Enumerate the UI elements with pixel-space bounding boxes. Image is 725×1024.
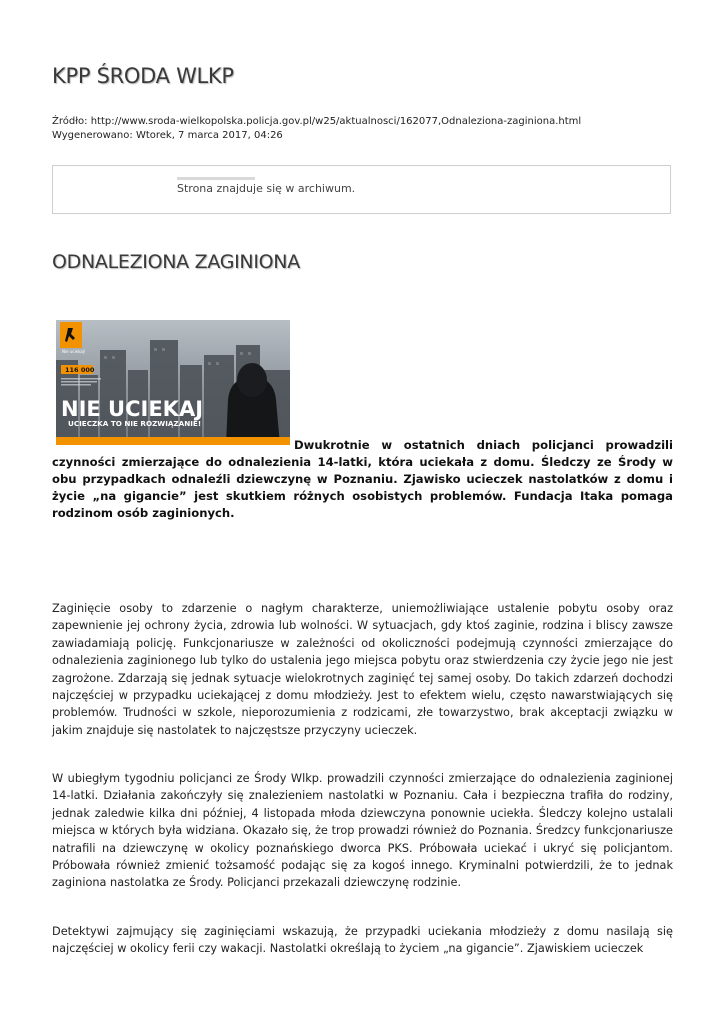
article-paragraph-3: Detektywi zajmujący się zaginięciami wskazują, że przypadki uciekania młodzieży z domu nasilają się najczęściej w okolicy ferii czy wakacji. Nastolatki określają to życiem „na gigancie”. Zjawiskiem ucieczek [52, 925, 673, 956]
image-text-spacer [52, 437, 294, 447]
article-paragraph-2: W ubiegłym tygodniu policjanci ze Środy Wlkp. prowadzili czynności zmierzające do odnalezienia zaginionej 14-latki. Działania zakończyły się znalezieniem nastolatki w Poznaniu. Cała i bezpieczna trafiła do rodziny, jednak zaledwie kilka dni później, 4 listopada młoda dziewczyna ponownie uciekła. Śledczy kolejno ustalali miejsca w których była widziana. Okazało się, że trop prowadzi również do Poznania. Średzcy funkcjonariusze natrafili na dziewczynę w okolicy poznańskiego dworca PKS. Próbowała uciekać i ukryć się policjantom. Próbowała również zmienić tożsamość podając się za kogoś innego. Kryminalni potwierdzili, że to jednak zaginiona nastolatka ze Środy. Policjanci przekazali dziewczynę rodzinie. [52, 772, 673, 890]
campaign-headline: NIE UCIEKAJ [61, 397, 204, 421]
campaign-image-graphic [56, 320, 290, 445]
article-paragraph-1: Zaginięcie osoby to zdarzenie o nagłym charakterze, uniemożliwiające ustalenie pobytu osoby oraz zapewnienie jej ochrony życia, zdrowia lub wolności. W sytuacjach, gdy ktoś zaginie, rodzina i bliscy zawsze zawiadamiają policję. Funkcjonariusze w zależności od okoliczności podejmują czynności zmierzające do odnalezienia zaginionego lub tylko do ustalenia jego miejsca pobytu oraz stwierdzenia czy życie jego nie jest zagrożone. Zdarzają się jednak sytuacje wielokrotnych zaginięć tej samej osoby. Do takich zdarzeń dochodzi najczęściej w przypadku uciekającej z domu młodzieży. Jest to efektem wielu, często nawarstwiających się problemów. Trudności w szkole, nieporozumienia z rodzicami, złe towarzystwo, brak akceptacji związku w jakim znajduje się nastolatek to najczęstsze przyczyny ucieczek. [52, 602, 673, 737]
site-title: KPP ŚRODA WLKP [52, 64, 234, 88]
generated-line: Wygenerowano: Wtorek, 7 marca 2017, 04:26 [52, 130, 283, 141]
document-meta [52, 115, 581, 143]
source-line: Źródło: http://www.sroda-wielkopolska.policja.gov.pl/w25/aktualnosci/162077,Odnaleziona-zaginiona.html [52, 116, 582, 127]
badge-text: Nie uciekaj! [62, 349, 86, 354]
campaign-image [56, 320, 290, 445]
article-lead [52, 437, 673, 522]
archive-notice-box [52, 165, 671, 214]
article-title: ODNALEZIONA ZAGINIONA [52, 251, 300, 273]
campaign-subline: UCIECZKA TO NIE ROZWIĄZANIE! [68, 419, 202, 428]
archive-notice-text: Strona znajduje się w archiwum. [177, 182, 356, 195]
hotline-number: 116 000 [65, 366, 95, 374]
article-lead-text: Dwukrotnie w ostatnich dniach policjanci prowadzili czynności zmierzające do odnalezienia 14-latki, która uciekała z domu. Śledczy ze Środy w obu przypadkach odnaleźli dziewczynę w Poznaniu. Zjawisko ucieczek nastolatków z domu i życie „na gigancie” jest skutkiem różnych osobistych problemów. Fundacja Itaka pomaga rodzinom osób zaginionych. [52, 438, 673, 520]
archive-notice-bar [177, 177, 255, 180]
